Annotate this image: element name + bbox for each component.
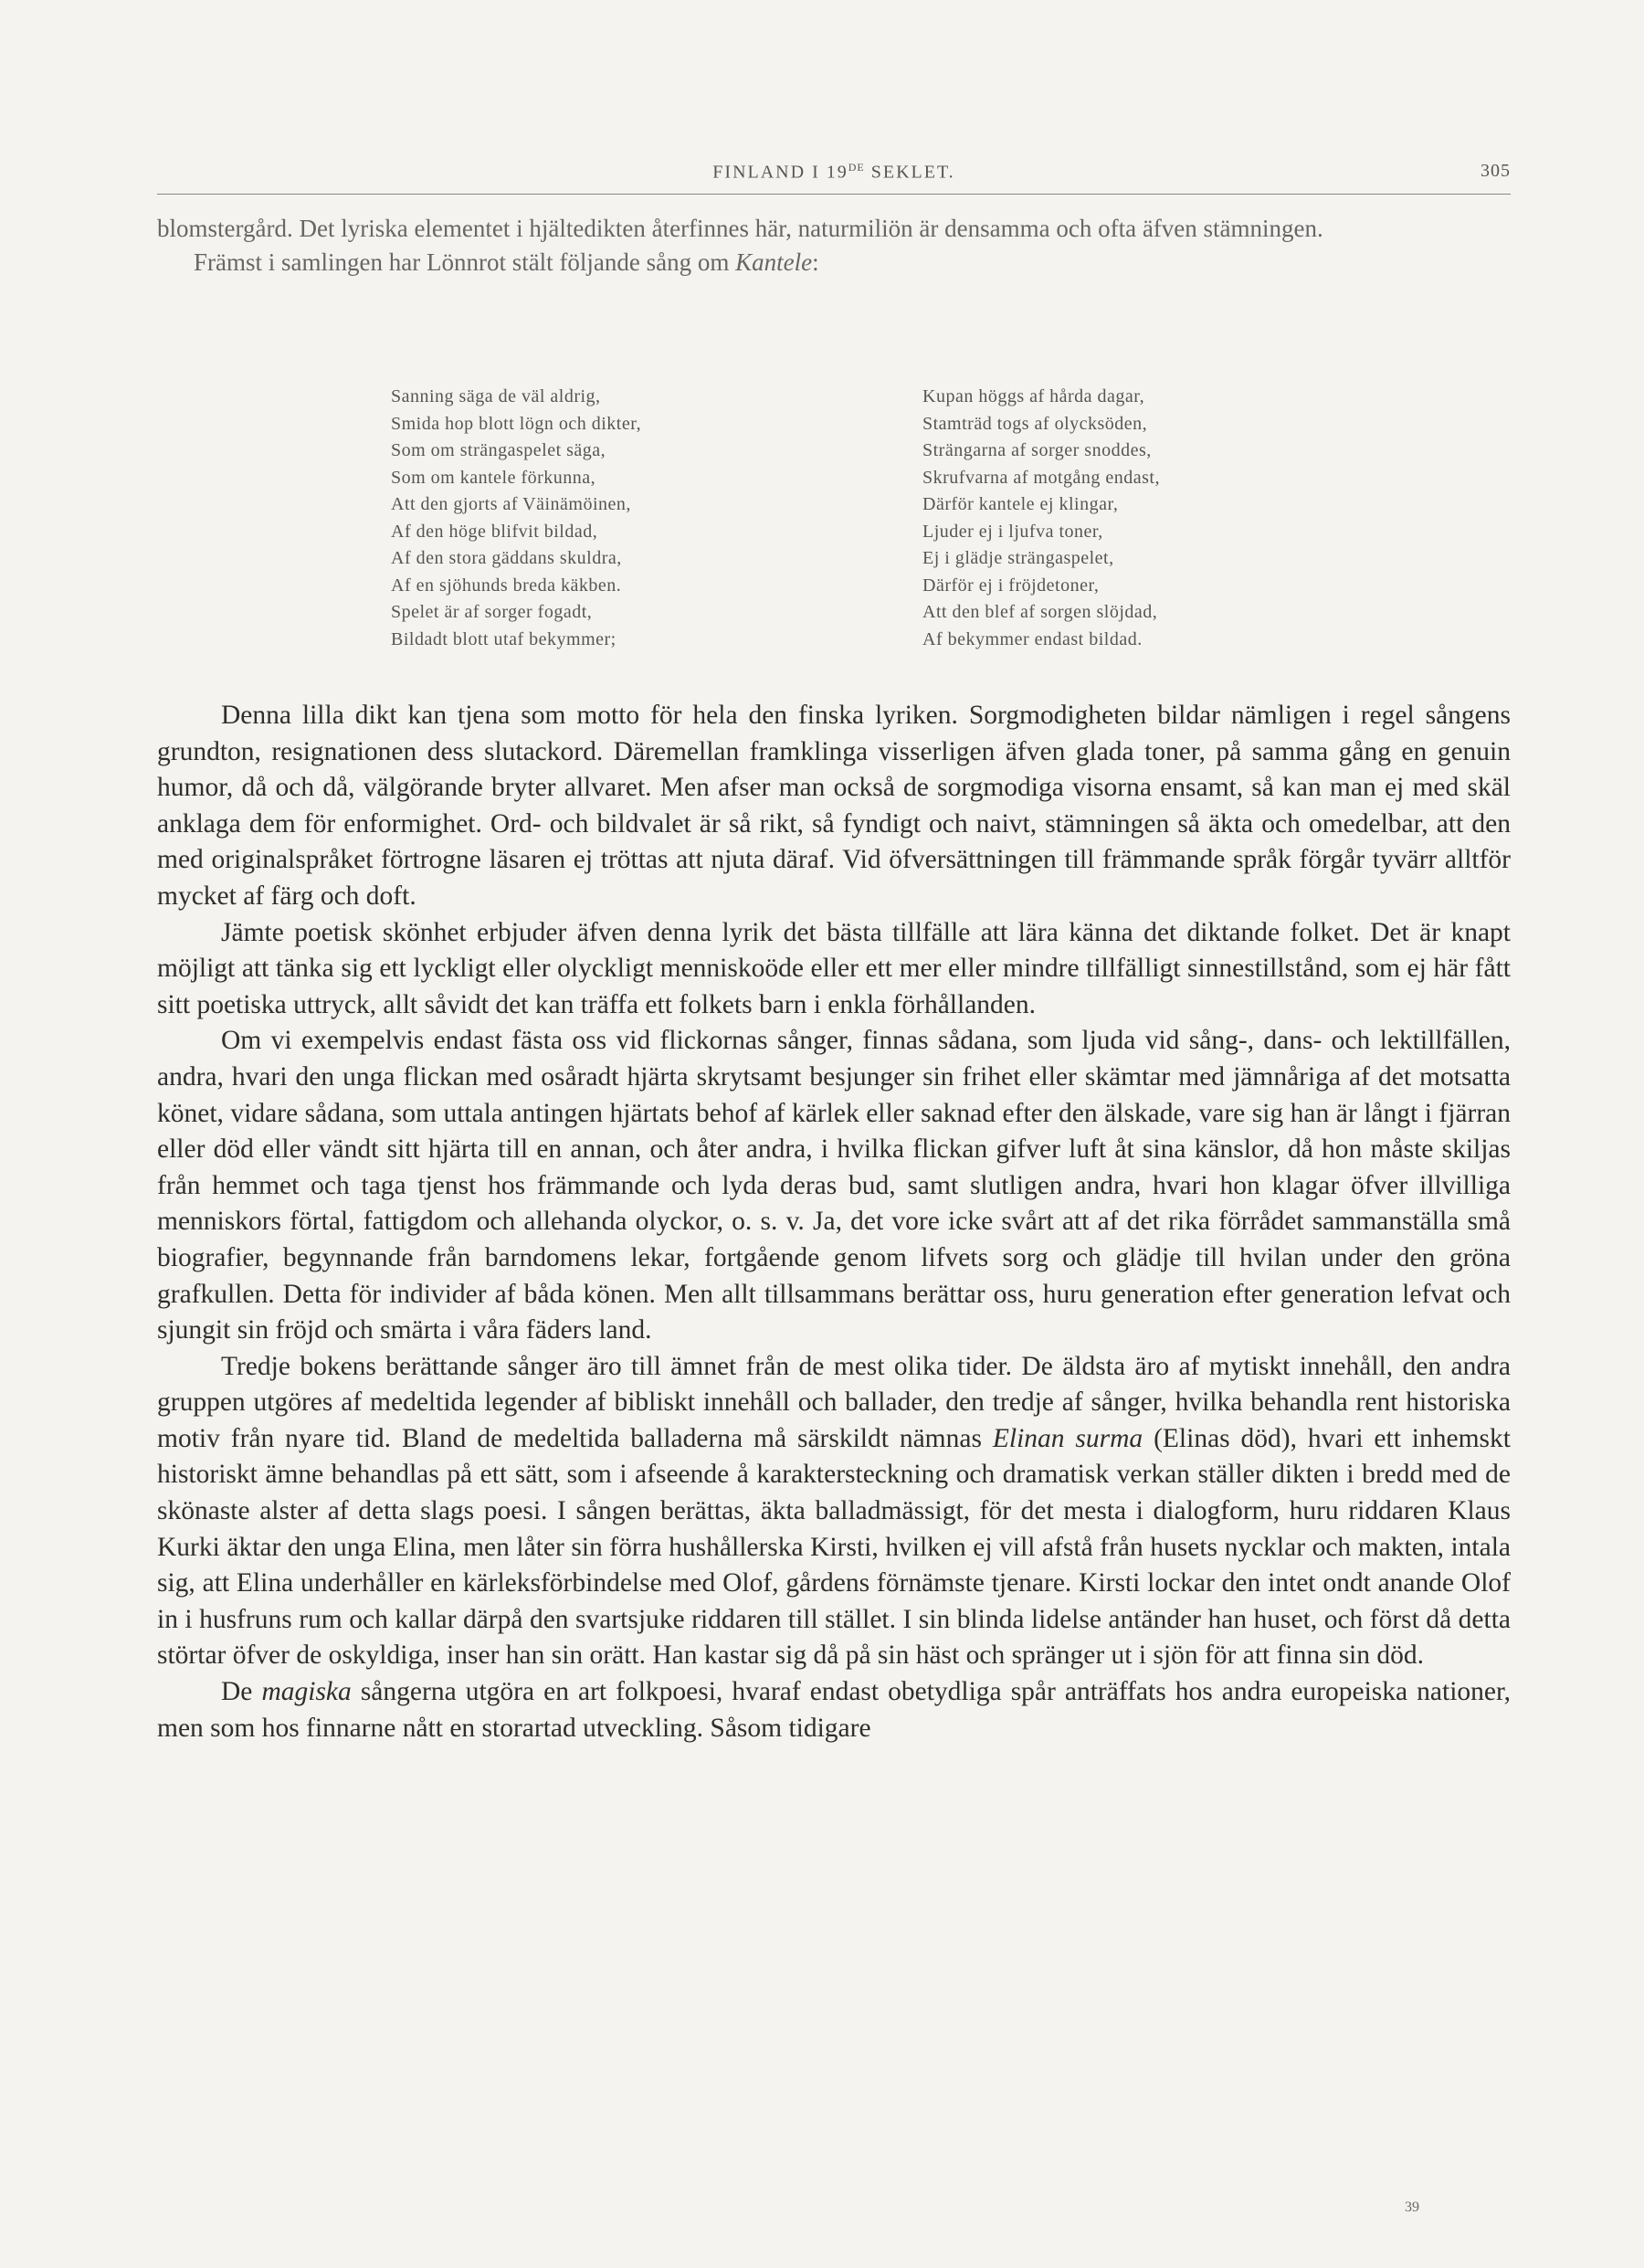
- poem-line: Af den höge blifvit bildad,: [391, 521, 598, 542]
- poem-line: Därför ej i fröjdetoner,: [922, 575, 1100, 596]
- poem-line: Stamträd togs af olycksöden,: [922, 413, 1148, 434]
- poem-column-left: [391, 384, 756, 653]
- body-paragraph-2: Jämte poetisk skönhet erbjuder äfven denna lyrik det bästa tillfälle att lära känna det diktande folket. Det är knapt möjligt att tänka sig ett lyckligt eller olyckligt menniskoöde eller ett mer eller mindre tillfälligt sinnestillstånd, som ej här fått sitt poetiska uttryck, allt såvidt det kan träffa ett folkets barn i enkla förhållanden.: [157, 917, 1511, 1019]
- poem-line: Som om kantele förkunna,: [391, 467, 596, 488]
- poem-column-right: [922, 384, 1288, 653]
- term-magiska: magiska: [261, 1677, 352, 1707]
- body-paragraph-4: Tredje bokens berättande sånger äro till ämnet från de mest olika tider. De äldsta äro af mytiskt innehåll, den andra gruppen utgöres af medeltida legender af bibliskt innehåll och ballader, den tredje af sånger, hvilka behandla rent historiska motiv från nyare tid. Bland de medeltida balladerna må särskildt nämnas Elinan surma (Elinas död), hvari ett inhemskt historiskt ämne behandlas på ett sätt, som i afseende å karaktersteckning och dramatisk verkan ställer dikten i bredd med de skönaste alster af detta slags poesi. I sången berättas, äkta balladmässigt, för det mesta i dialogform, huru riddaren Klaus Kurki äktar den unga Elina, men låter sin förra hushållerska Kirsti, hvilken ej vill afstå från husets nycklar och makten, intala sig, att Elina underhåller en kärleksförbindelse med Olof, gårdens förnämste tjenare. Kirsti lockar den intet ondt anande Olof in i husfruns rum och kallar därpå den svartsjuke riddaren till stället. I sin blinda lidelse antänder han huset, och först då detta störtar öfver de oskyldiga, inser han sin orätt. Han kastar sig då på sin häst och spränger ut i sjön för att finna sin död.: [157, 1351, 1511, 1671]
- poem-line: Som om strängaspelet säga,: [391, 440, 606, 460]
- poem-line: Strängarna af sorger snoddes,: [922, 440, 1152, 460]
- poem-line: Sanning säga de väl aldrig,: [391, 386, 601, 406]
- poem-line: Skrufvarna af motgång endast,: [922, 467, 1160, 488]
- poem-line: Ljuder ej i ljufva toner,: [922, 521, 1103, 542]
- header-rule: [157, 194, 1511, 195]
- body-paragraph-5: De magiska sångerna utgöra en art folkpoesi, hvaraf endast obetydliga spår anträffats hos andra europeiska nationer, men som hos finnarne nått en storartad utveckling. Såsom tidigare: [157, 1677, 1511, 1743]
- poem-line: Spelet är af sorger fogadt,: [391, 602, 593, 622]
- poem-line: Att den gjorts af Väinämöinen,: [391, 494, 631, 514]
- intro-paragraph-2: Främst i samlingen har Lönnrot stält följande sång om Kantele:: [194, 248, 819, 276]
- body-paragraph-1: Denna lilla dikt kan tjena som motto för hela den finska lyriken. Sorgmodigheten bildar nämligen i regel sångens grundton, resignationen dess slutackord. Däremellan framklinga visserligen äfven glada toner, på samma gång en genuin humor, då och då, välgörande bryter allvaret. Men afser man också de sorgmodiga visorna ensamt, så kan man ej med skäl anklaga dem för enformighet. Ord- och bildvalet är så rikt, så fyndigt och naivt, stämningen så äkta och omedelbar, att den med originalspråket förtrogne läsaren ej tröttas att njuta däraf. Vid öfversättningen till främmande språk förgår tyvärr alltför mycket af färg och doft.: [157, 701, 1511, 911]
- poem-line: Därför kantele ej klingar,: [922, 494, 1119, 514]
- poem-line: Kupan höggs af hårda dagar,: [922, 386, 1145, 406]
- poem-line: Af den stora gäddans skuldra,: [391, 548, 622, 568]
- ballad-title-elinan-surma: Elinan surma: [992, 1423, 1143, 1453]
- intro-paragraph-1: blomstergård. Det lyriska elementet i hjältedikten återfinnes här, naturmiliön är densamma och ofta äfven stämningen.: [157, 215, 1323, 242]
- poem-line: Af en sjöhunds breda käkben.: [391, 575, 622, 596]
- body-text: [157, 698, 1511, 1746]
- poem-line: Ej i glädje strängaspelet,: [922, 548, 1114, 568]
- body-paragraph-3: Om vi exempelvis endast fästa oss vid flickornas sånger, finnas sådana, som ljuda vid sång-, dans- och lektillfällen, andra, hvari den unga flickan med osåradt hjärta skrytsamt besjunger sin frihet eller skämtar med jämnåriga af det motsatta könet, vidare sådana, som uttala antingen hjärtats behof af kärlek eller saknad efter den älskade, vare sig han är långt i fjärran eller död eller vändt sitt hjärta till en annan, och åter andra, i hvilka flickan gifver luft åt sina känslor, då hon måste skiljas från hemmet och taga tjenst hos främmande och lyda deras bud, samt slutligen andra, hvari hon klagar öfver illvilliga menniskors förtal, fattigdom och allehanda olyckor, o. s. v. Ja, det vore icke svårt att af det rika förrådet sammanställa små biografier, begynnande från barndomens lekar, fortgående genom lifvets sorg och glädje till hvilan under den gröna grafkullen. Detta för individer af båda könen. Men allt tillsammans berättar oss, huru generation efter generation lefvat och sjungit sin fröjd och smärta i våra fäders land.: [157, 1026, 1511, 1345]
- poem-line: Smida hop blott lögn och dikter,: [391, 413, 642, 434]
- signature-mark: 39: [1405, 2199, 1419, 2215]
- poem-line: Af bekymmer endast bildad.: [922, 628, 1143, 649]
- intro-text: [157, 212, 1511, 280]
- running-header: [157, 161, 1511, 192]
- poem-title-kantele: Kantele: [735, 248, 813, 276]
- poem-line: Bildadt blott utaf bekymmer;: [391, 628, 616, 649]
- page-number: 305: [1481, 161, 1511, 181]
- running-title: FINLAND I 19DE SEKLET.: [712, 161, 955, 183]
- poem-line: Att den blef af sorgen slöjdad,: [922, 602, 1158, 622]
